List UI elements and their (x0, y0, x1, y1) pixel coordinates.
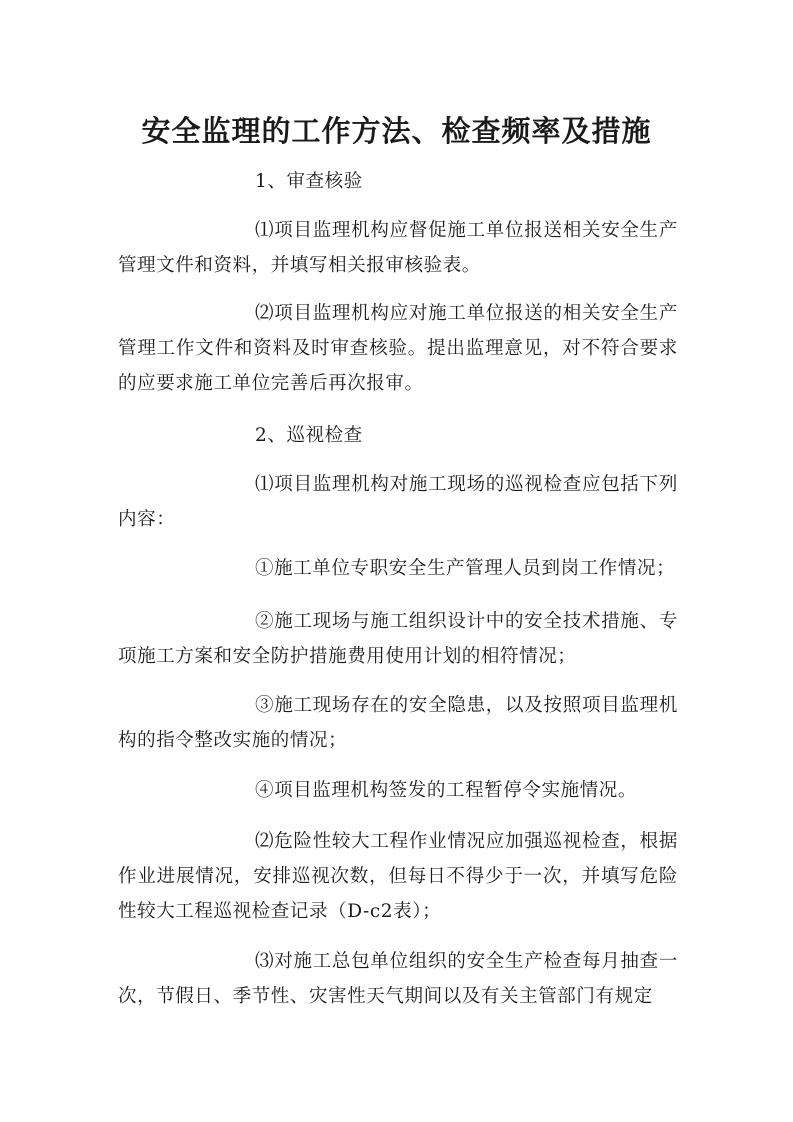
document-title: 安全监理的工作方法、检查频率及措施 (141, 114, 652, 149)
paragraph-patrol-item-4: ④项目监理机构签发的工程暂停令实施情况。 (255, 780, 638, 801)
section-heading-patrol: 2、巡视检查 (255, 425, 363, 446)
section-heading-review: 1、审查核验 (255, 171, 363, 192)
paragraph-patrol-2: ⑵危险性较大工程作业情况应加强巡视检查，根据作业进展情况，安排巡视次数，但每日不得少于一次，并填写危险性较大工程巡视检查记录（D-c2表）； (118, 831, 678, 922)
paragraph-patrol-1: ⑴项目监理机构对施工现场的巡视检查应包括下列内容： (118, 474, 678, 530)
paragraph-patrol-3: ⑶对施工总包单位组织的安全生产检查每月抽查一次，节假日、季节性、灾害性天气期间以及有关主管部门有规定 (118, 951, 678, 1007)
paragraph-review-2: ⑵项目监理机构应对施工单位报送的相关安全生产管理工作文件和资料及时审查核验。提出监理意见，对不符合要求的应要求施工单位完善后再次报审。 (118, 303, 678, 394)
paragraph-review-1: ⑴项目监理机构应督促施工单位报送相关安全生产管理文件和资料，并填写相关报审核验表。 (118, 220, 678, 276)
paragraph-patrol-item-1: ①施工单位专职安全生产管理人员到岗工作情况； (255, 558, 676, 579)
paragraph-patrol-item-2: ②施工现场与施工组织设计中的安全技术措施、专项施工方案和安全防护措施费用使用计划的相符情况； (118, 611, 678, 667)
paragraph-patrol-item-3: ③施工现场存在的安全隐患，以及按照项目监理机构的指令整改实施的情况； (118, 695, 678, 751)
